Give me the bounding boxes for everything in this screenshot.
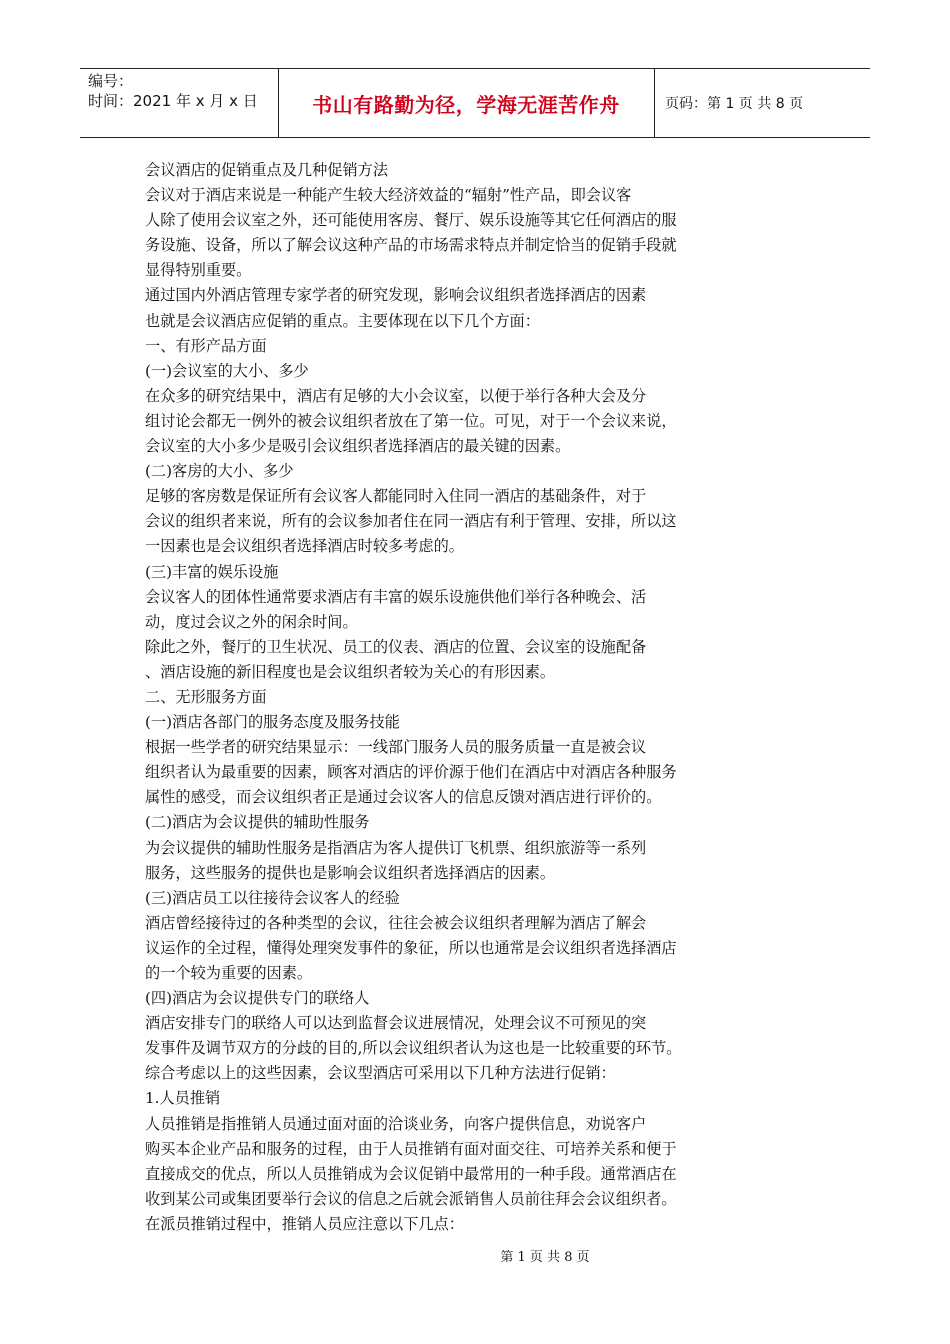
document-header	[80, 68, 870, 138]
text-line: (一)会议室的大小、多少	[145, 361, 309, 380]
text-line: 除此之外，餐厅的卫生状况、员工的仪表、酒店的位置、会议室的设施配备	[145, 637, 647, 656]
text-line: 在众多的研究结果中，酒店有足够的大小会议室，以便于举行各种大会及分	[145, 386, 647, 405]
text-line: (三)酒店员工以往接待会议客人的经验	[145, 888, 400, 907]
header-page-info: 页码：第 1 页 共 8 页	[665, 96, 804, 112]
text-line: 动，度过会议之外的闲余时间。	[145, 612, 358, 631]
text-line: (一)酒店各部门的服务态度及服务技能	[145, 713, 400, 732]
text-line: (四)酒店为会议提供专门的联络人	[145, 989, 370, 1008]
document-body	[145, 158, 745, 1237]
text-line: 购买本企业产品和服务的过程，由于人员推销有面对面交往、可培养关系和便于	[145, 1139, 677, 1158]
text-line: 、酒店设施的新旧程度也是会议组织者较为关心的有形因素。	[145, 662, 556, 681]
text-line: 会议酒店的促销重点及几种促销方法	[145, 161, 388, 179]
header-motto: 书山有路勤为径，学海无涯苦作舟	[278, 69, 655, 137]
text-line: 服务，这些服务的提供也是影响会议组织者选择酒店的因素。	[145, 863, 556, 882]
text-line: 会议的组织者来说，所有的会议参加者住在同一酒店有利于管理、安排，所以这	[145, 512, 677, 531]
text-line: 组讨论会都无一例外的被会议组织者放在了第一位。可见，对于一个会议来说，	[145, 411, 677, 430]
text-line: 议运作的全过程，懂得处理突发事件的象征，所以也通常是会议组织者选择酒店	[145, 938, 677, 957]
text-line: 会议室的大小多少是吸引会议组织者选择酒店的最关键的因素。	[145, 437, 571, 456]
text-line: (三)丰富的娱乐设施	[145, 562, 279, 581]
text-line: 发事件及调节双方的分歧的目的,所以会议组织者认为这也是一比较重要的环节。	[145, 1039, 682, 1058]
text-line: 在派员推销过程中，推销人员应注意以下几点：	[145, 1214, 464, 1233]
text-line: 组织者认为最重要的因素，顾客对酒店的评价源于他们在酒店中对酒店各种服务	[145, 763, 677, 782]
text-line: 属性的感受，而会议组织者正是通过会议客人的信息反馈对酒店进行评价的。	[145, 788, 662, 807]
text-line: 1.人员推销	[145, 1089, 221, 1108]
text-line: 会议对于酒店来说是一种能产生较大经济效益的“辐射”性产品，即会议客	[145, 186, 632, 205]
footer-page-number: 第 1 页 共 8 页	[500, 1250, 590, 1265]
text-line: 酒店安排专门的联络人可以达到监督会议进展情况，处理会议不可预见的突	[145, 1014, 647, 1033]
text-line: 的一个较为重要的因素。	[145, 964, 313, 982]
text-line: 足够的客房数是保证所有会议客人都能同时入住同一酒店的基础条件，对于	[145, 487, 647, 506]
text-line: 务设施、设备，所以了解会议这种产品的市场需求特点并制定恰当的促销手段就	[145, 236, 677, 255]
text-line: 综合考虑以上的这些因素，会议型酒店可采用以下几种方法进行促销：	[145, 1064, 616, 1083]
text-line: 会议客人的团体性通常要求酒店有丰富的娱乐设施供他们举行各种晚会、活	[145, 587, 647, 606]
time-label: 时间：2021 年 x 月 x 日	[88, 92, 258, 110]
text-line: (二)酒店为会议提供的辅助性服务	[145, 813, 370, 832]
text-line: 根据一些学者的研究结果显示：一线部门服务人员的服务质量一直是被会议	[145, 738, 647, 757]
page-footer	[0, 1246, 950, 1265]
text-line: 二、无形服务方面	[145, 687, 267, 706]
number-label: 编号：	[88, 72, 134, 90]
text-line: 通过国内外酒店管理专家学者的研究发现，影响会议组织者选择酒店的因素	[145, 286, 647, 305]
text-line: 为会议提供的辅助性服务是指酒店为客人提供订飞机票、组织旅游等一系列	[145, 838, 647, 857]
text-line: 一、有形产品方面	[145, 336, 267, 355]
text-line: 一因素也是会议组织者选择酒店时较多考虑的。	[145, 537, 464, 556]
text-line: 直接成交的优点，所以人员推销成为会议促销中最常用的一种手段。通常酒店在	[145, 1164, 677, 1183]
text-line: 收到某公司或集团要举行会议的信息之后就会派销售人员前往拜会会议组织者。	[145, 1189, 677, 1208]
text-line: 也就是会议酒店应促销的重点。主要体现在以下几个方面：	[145, 311, 540, 330]
text-line: 显得特别重要。	[145, 261, 252, 280]
header-meta	[80, 69, 279, 137]
text-line: 酒店曾经接待过的各种类型的会议，往往会被会议组织者理解为酒店了解会	[145, 913, 647, 932]
text-line: 人除了使用会议室之外，还可能使用客房、餐厅、娱乐设施等其它任何酒店的服	[145, 211, 677, 230]
text-line: (二)客房的大小、多少	[145, 462, 294, 481]
text-line: 人员推销是指推销人员通过面对面的洽谈业务，向客户提供信息，劝说客户	[145, 1114, 647, 1133]
